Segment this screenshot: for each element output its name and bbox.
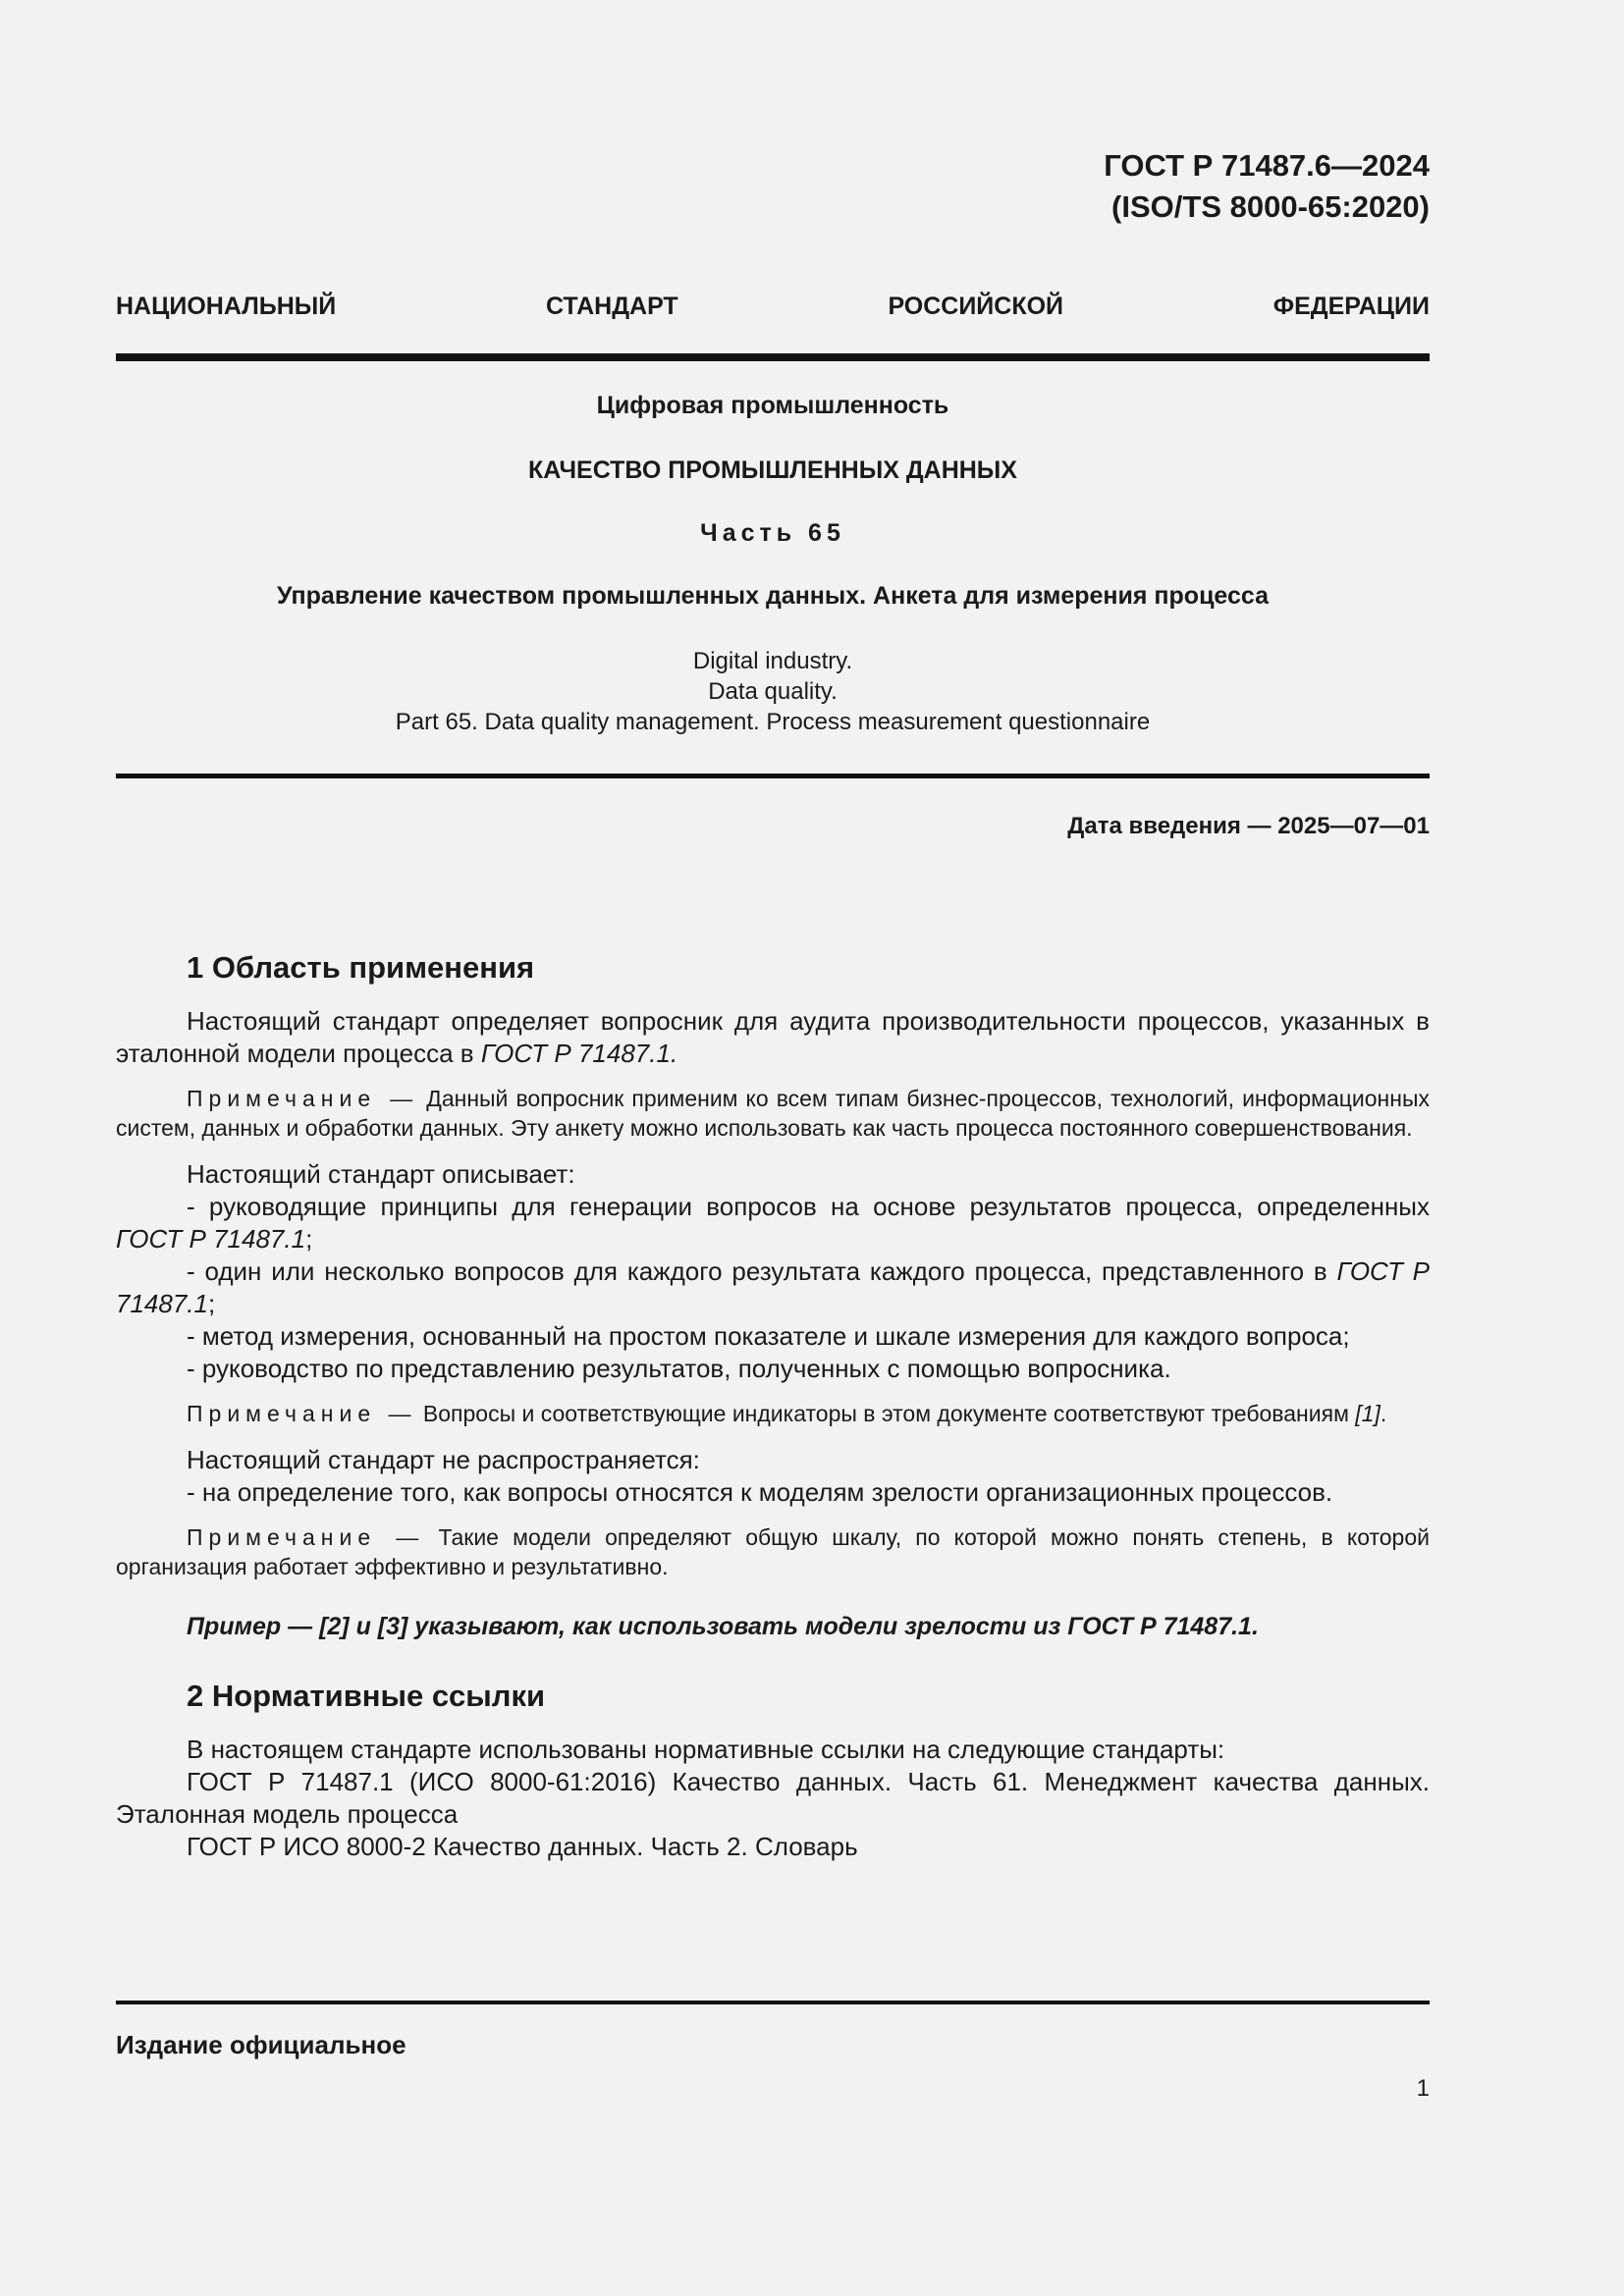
section2-heading: 2 Нормативные ссылки [187, 1679, 546, 1713]
document-number-iso: (ISO/TS 8000-65:2020) [1111, 189, 1430, 224]
title-data-quality: КАЧЕСТВО ПРОМЫШЛЕННЫХ ДАННЫХ [528, 456, 1017, 484]
banner-word-russian: РОССИЙСКОЙ [888, 293, 1064, 320]
banner-word-standard: СТАНДАРТ [545, 293, 678, 320]
english-title-line3: Part 65. Data quality management. Process measurement questionnaire [395, 709, 1151, 735]
title-part: Часть 65 [700, 519, 845, 547]
describes-item-1: - руководящие принципы для генерации вопросов на основе результатов процесса, определенных ГОСТ Р 71487.1; [116, 1192, 1430, 1254]
document-body [116, 948, 1430, 1863]
introduction-date: Дата введения — 2025—07—01 [1067, 813, 1430, 839]
reference-gost-71487-1: ГОСТ Р 71487.1 [116, 1256, 1430, 1318]
normative-reference-1: ГОСТ Р 71487.1 (ИСО 8000-61:2016) Качество данных. Часть 61. Менеджмент качества данных. Эталонная модель процесса [116, 1767, 1430, 1829]
document-number [1104, 145, 1430, 228]
reference-gost-71487-1: ГОСТ Р 71487.1 [480, 1039, 671, 1068]
note-3: Примечание — Такие модели определяют общую шкалу, по которой можно понять степень, в которой организация работает эффективно и результативно. [116, 1524, 1430, 1579]
note-label: Примечание — [187, 1524, 425, 1550]
describes-item-3: - метод измерения, основанный на простом показателе и шкале измерения для каждого вопроса; [187, 1321, 1350, 1351]
note-2: Примечание — Вопросы и соответствующие индикаторы в этом документе соответствуют требованиям [1]. [187, 1401, 1387, 1426]
banner-word-federation: ФЕДЕРАЦИИ [1272, 293, 1430, 320]
bibliography-ref-1: [1] [1355, 1401, 1380, 1426]
note-label: Примечание — [187, 1401, 417, 1426]
english-title-line1: Digital industry. [692, 648, 853, 674]
official-edition-label: Издание официальное [116, 2030, 406, 2059]
not-applies-intro: Настоящий стандарт не распространяется: [187, 1445, 700, 1474]
title-bottom-divider [116, 774, 1430, 778]
title-block [116, 389, 1430, 613]
describes-item-2: - один или несколько вопросов для каждого результата каждого процесса, представленного в ГОСТ Р 71487.1; [116, 1256, 1430, 1318]
footer-divider [116, 2001, 1430, 2004]
note-label: Примечание — [187, 1086, 419, 1111]
section2-intro: В настоящем стандарте использованы нормативные ссылки на следующие стандарты: [187, 1735, 1225, 1764]
title-industry: Цифровая промышленность [596, 392, 949, 419]
note-1: Примечание — Данный вопросник применим ко всем типам бизнес-процессов, технологий, информационных систем, данных и обработки данных. Эту анкету можно использовать как часть процесса постоянного совершенствования. [116, 1086, 1430, 1141]
banner-word-national: НАЦИОНАЛЬНЫЙ [116, 293, 337, 320]
describes-item-4: - руководство по представлению результатов, полученных с помощью вопросника. [187, 1354, 1171, 1383]
example-paragraph: Пример — [2] и [3] указывают, как использовать модели зрелости из ГОСТ Р 71487.1. [187, 1613, 1259, 1640]
title-subject: Управление качеством промышленных данных. Анкета для измерения процесса [276, 582, 1270, 610]
document-page [116, 0, 1430, 2296]
page-number: 1 [1416, 2075, 1430, 2102]
national-standard-banner [116, 289, 1430, 324]
english-title-line2: Data quality. [708, 678, 838, 705]
reference-gost-71487-1: ГОСТ Р 71487.1 [116, 1224, 306, 1254]
section1-heading: 1 Область применения [187, 950, 535, 985]
english-title-block [116, 646, 1430, 737]
document-number-gost: ГОСТ Р 71487.6—2024 [1104, 148, 1430, 183]
not-applies-item: - на определение того, как вопросы относятся к моделям зрелости организационных процессов. [187, 1477, 1333, 1507]
top-divider [116, 353, 1430, 361]
describes-intro: Настоящий стандарт описывает: [187, 1159, 575, 1189]
normative-reference-2: ГОСТ Р ИСО 8000-2 Качество данных. Часть 2. Словарь [187, 1832, 858, 1861]
section1-paragraph1: Настоящий стандарт определяет вопросник для аудита производительности процессов, указанных в эталонной модели процесса в ГОСТ Р 71487.1. [116, 1006, 1430, 1068]
